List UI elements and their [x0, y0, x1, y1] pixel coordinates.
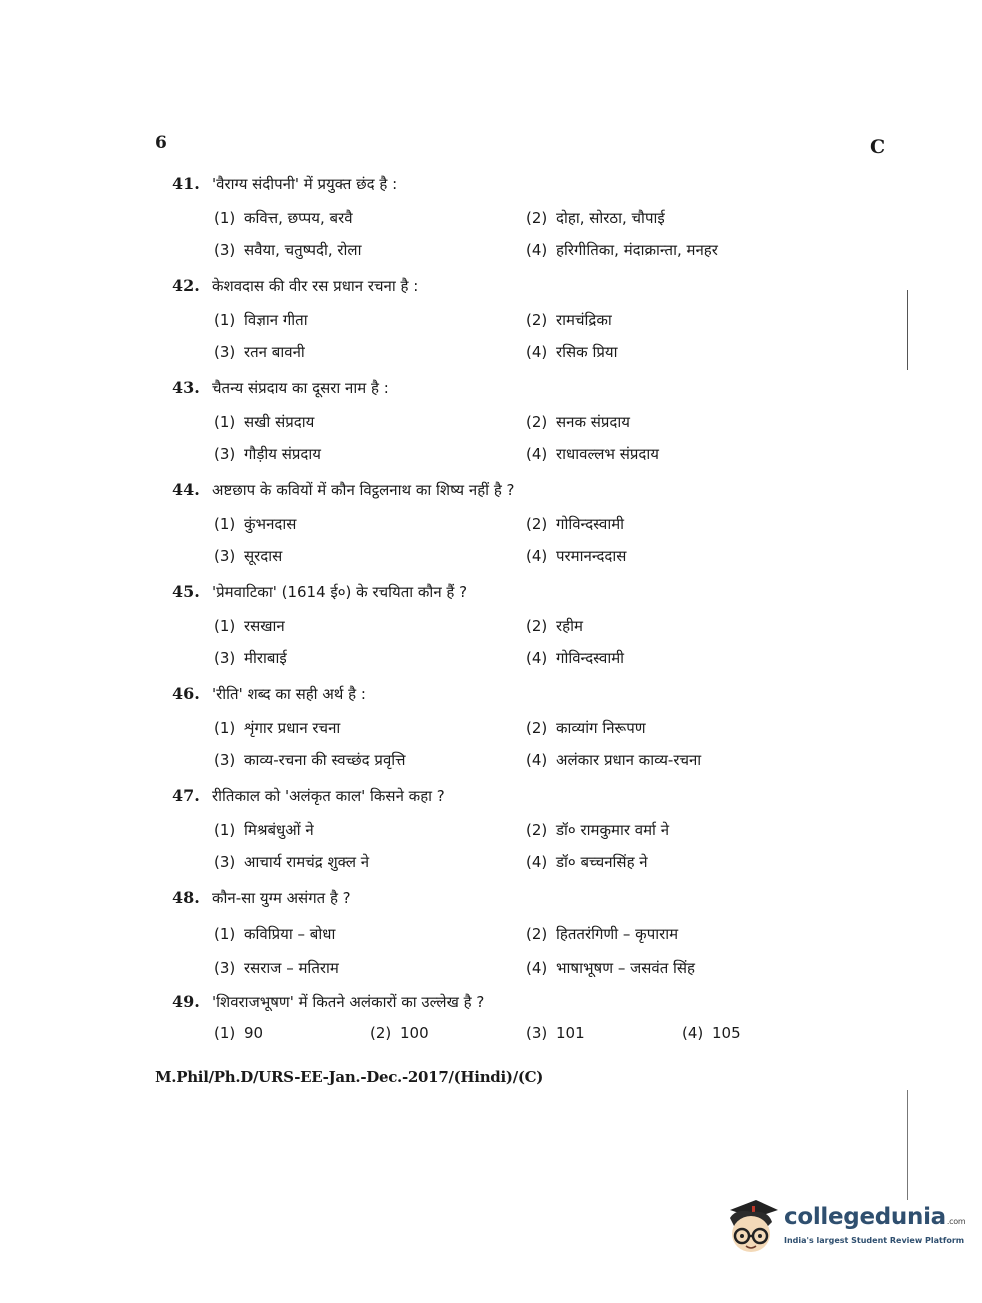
logo-tagline: India's largest Student Review Platform — [784, 1236, 965, 1245]
paper-code: M.Phil/Ph.D/URS-EE-Jan.-Dec.-2017/(Hindi)/(C) — [155, 1068, 544, 1086]
option-4: (4) परमानन्ददास — [526, 547, 627, 565]
option-2: (2) रहीम — [526, 617, 583, 635]
option-3: (3) काव्य-रचना की स्वच्छंद प्रवृत्ति — [214, 751, 406, 769]
option-4: (4) भाषाभूषण – जसवंत सिंह — [526, 959, 696, 977]
question-text: कौन-सा युग्म असंगत है ? — [212, 889, 351, 907]
option-2: (2) दोहा, सोरठा, चौपाई — [526, 209, 665, 227]
option-2: (2) सनक संप्रदाय — [526, 413, 630, 431]
question-text: 'शिवराजभूषण' में कितने अलंकारों का उल्लेख है ? — [212, 993, 485, 1011]
option-2: (2) 100 — [370, 1024, 429, 1042]
option-3: (3) मीराबाई — [214, 649, 287, 667]
option-1: (1) मिश्रबंधुओं ने — [214, 821, 314, 839]
option-2: (2) हिततरंगिणी – कृपाराम — [526, 925, 679, 943]
option-2: (2) डॉ० रामकुमार वर्मा ने — [526, 821, 670, 839]
option-2: (2) गोविन्दस्वामी — [526, 515, 625, 533]
scan-edge-line — [907, 1090, 908, 1200]
question-text: केशवदास की वीर रस प्रधान रचना है : — [212, 277, 419, 295]
option-4: (4) रसिक प्रिया — [526, 343, 618, 361]
option-3: (3) आचार्य रामचंद्र शुक्ल ने — [214, 853, 370, 871]
page-number: 6 — [155, 133, 167, 153]
question-list — [172, 174, 772, 1094]
logo-wordmark: collegedunia — [784, 1204, 946, 1230]
question-48 — [172, 888, 772, 992]
option-3: (3) गौड़ीय संप्रदाय — [214, 445, 321, 463]
question-number: 44. — [172, 480, 200, 499]
question-43 — [172, 378, 772, 480]
question-number: 45. — [172, 582, 200, 601]
option-1: (1) सखी संप्रदाय — [214, 413, 315, 431]
question-47 — [172, 786, 772, 888]
question-number: 49. — [172, 992, 200, 1011]
option-4: (4) गोविन्दस्वामी — [526, 649, 625, 667]
question-number: 41. — [172, 174, 200, 193]
option-3: (3) सवैया, चतुष्पदी, रोला — [214, 241, 362, 259]
option-4: (4) डॉ० बच्चनसिंह ने — [526, 853, 648, 871]
option-2: (2) रामचंद्रिका — [526, 311, 612, 329]
question-number: 47. — [172, 786, 200, 805]
scan-edge-line — [907, 290, 908, 370]
option-4: (4) हरिगीतिका, मंदाक्रान्ता, मनहर — [526, 241, 718, 259]
option-4: (4) 105 — [682, 1024, 741, 1042]
question-46 — [172, 684, 772, 786]
option-4: (4) राधावल्लभ संप्रदाय — [526, 445, 659, 463]
logo-domain-suffix: .com — [946, 1217, 966, 1226]
option-1: (1) कवित्त, छप्पय, बरवै — [214, 209, 353, 227]
option-4: (4) अलंकार प्रधान काव्य-रचना — [526, 751, 702, 769]
question-number: 46. — [172, 684, 200, 703]
question-text: 'प्रेमवाटिका' (1614 ई०) के रचयिता कौन हैं ? — [212, 583, 468, 601]
option-1: (1) कुंभनदास — [214, 515, 297, 533]
question-42 — [172, 276, 772, 378]
set-code: C — [870, 136, 886, 158]
question-number: 48. — [172, 888, 200, 907]
question-text: रीतिकाल को 'अलंकृत काल' किसने कहा ? — [212, 787, 445, 805]
option-1: (1) 90 — [214, 1024, 264, 1042]
option-3: (3) सूरदास — [214, 547, 283, 565]
option-1: (1) विज्ञान गीता — [214, 311, 308, 329]
option-1: (1) कविप्रिया – बोधा — [214, 925, 336, 943]
question-number: 42. — [172, 276, 200, 295]
question-text: 'वैराग्य संदीपनी' में प्रयुक्त छंद है : — [212, 175, 398, 193]
question-41 — [172, 174, 772, 276]
option-3: (3) 101 — [526, 1024, 585, 1042]
option-1: (1) रसखान — [214, 617, 285, 635]
option-3: (3) रसराज – मतिराम — [214, 959, 339, 977]
student-mascot-icon — [722, 1196, 780, 1258]
question-text: 'रीति' शब्द का सही अर्थ है : — [212, 685, 366, 703]
collegedunia-logo — [722, 1196, 966, 1260]
question-text: चैतन्य संप्रदाय का दूसरा नाम है : — [212, 379, 389, 397]
option-1: (1) शृंगार प्रधान रचना — [214, 719, 341, 737]
option-3: (3) रतन बावनी — [214, 343, 305, 361]
question-number: 43. — [172, 378, 200, 397]
question-text: अष्टछाप के कवियों में कौन विट्ठलनाथ का शिष्य नहीं है ? — [212, 481, 515, 499]
question-44 — [172, 480, 772, 582]
question-45 — [172, 582, 772, 684]
option-2: (2) काव्यांग निरूपण — [526, 719, 646, 737]
